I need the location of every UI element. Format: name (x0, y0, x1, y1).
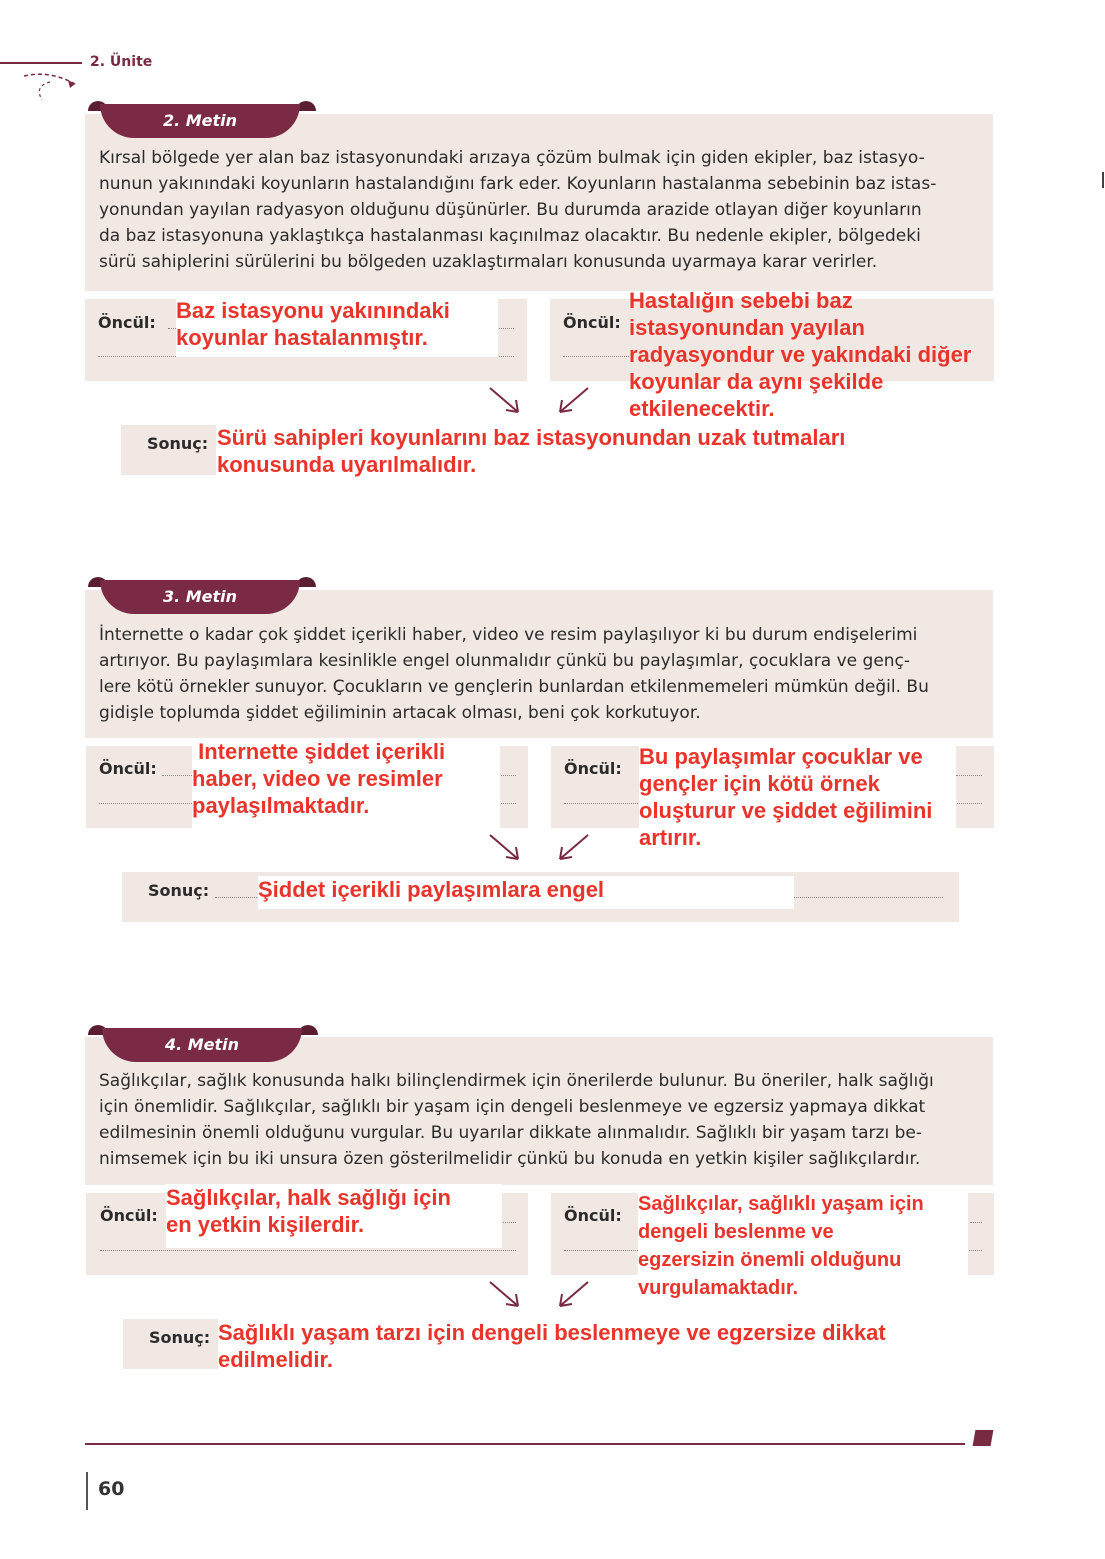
conclusion-answer[interactable] (258, 876, 794, 909)
premise-answer-1[interactable] (176, 297, 498, 357)
dotted-line (100, 1250, 516, 1251)
edge-mark (1102, 172, 1104, 188)
conclusion-label: Sonuç: (148, 881, 210, 900)
answer-line: Bu paylaşımlar çocuklar ve (639, 744, 923, 769)
premise-label: Öncül: (564, 759, 622, 778)
premise-label: Öncül: (98, 313, 156, 332)
answer-line: konusunda uyarılmalıdır. (217, 452, 477, 477)
passage-line: edilmesinin önemli olduğunu vurgular. Bu uyarılar dikkate alınmalıdır. Sağlıklı bir yaşam tarzı be- (99, 1123, 922, 1143)
passage-line: Kırsal bölgede yer alan baz istasyonundaki arızaya çözüm bulmak için giden ekipler, baz istasyo- (99, 148, 925, 168)
premise-label: Öncül: (99, 759, 157, 778)
answer-line: en yetkin kişilerdir. (166, 1212, 365, 1237)
footer-square (973, 1430, 994, 1446)
conclusion-label: Sonuç: (149, 1328, 211, 1347)
answer-line: Internette şiddet içerikli (192, 739, 446, 764)
page-number-bar (86, 1472, 88, 1510)
answer-line: edilmelidir. (218, 1347, 333, 1372)
premise-answer-2[interactable] (639, 743, 956, 851)
passage-line: lere kötü örnekler sunuyor. Çocukların ve gençlerin bunlardan etkilenmemeleri mümkün değil. Bu (99, 677, 929, 697)
answer-line: Hastalığın sebebi baz (629, 288, 853, 313)
unit-label: 2. Ünite (90, 54, 153, 70)
arrow-down-left-icon (550, 1278, 590, 1312)
passage-line: İnternette o kadar çok şiddet içerikli haber, video ve resim paylaşılıyor ki bu durum endişelerimi (99, 625, 918, 645)
answer-line: radyasyondur ve yakındaki diğer (629, 342, 972, 367)
premise-label: Öncül: (563, 313, 621, 332)
premise-answer-2[interactable] (629, 287, 1009, 422)
passage-line: nunun yakınındaki koyunların hastalandığını fark eder. Koyunların hastalanma sebebinin baz istas- (99, 174, 937, 194)
answer-line: koyunlar da aynı şekilde (629, 369, 884, 394)
arrow-down-left-icon (550, 384, 590, 418)
passage-line: yonundan yayılan radyasyon olduğunu düşünürler. Bu durumda arazide otlayan diğer koyunların (99, 200, 922, 220)
passage-line: artırıyor. Bu paylaşımlara kesinlikle engel olunmalıdır çünkü bu paylaşımlar, çocuklara ve genç- (99, 651, 911, 671)
section-title-2: 2. Metin (100, 104, 300, 138)
premise-label: Öncül: (564, 1206, 622, 1225)
passage-line: için önemlidir. Sağlıkçılar, sağlıklı bir yaşam için dengeli beslenmeye ve egzersiz yapmaya dikkat (99, 1097, 926, 1117)
arrow-down-left-icon (550, 831, 590, 865)
answer-line: koyunlar hastalanmıştır. (176, 325, 428, 350)
header-rule (0, 62, 82, 64)
arrow-down-right-icon (488, 1278, 528, 1312)
answer-line: dengeli beslenme ve (638, 1221, 834, 1243)
page-number: 60 (98, 1478, 125, 1500)
dashed-arrow-icon (20, 68, 90, 108)
answer-line: oluşturur ve şiddet eğilimini (639, 798, 933, 823)
answer-line: egzersizin önemli olduğunu (638, 1249, 902, 1271)
section-title-4: 4. Metin (102, 1028, 302, 1062)
answer-line: paylaşılmaktadır. (192, 793, 370, 818)
passage-line: sürü sahiplerini sürülerini bu bölgeden uzaklaştırmaları konusunda uyarmaya karar verirler. (99, 252, 878, 272)
answer-line: haber, video ve resimler (192, 766, 443, 791)
premise-label: Öncül: (100, 1206, 158, 1225)
premise-answer-1[interactable] (192, 738, 500, 828)
answer-line: Sağlıkçılar, sağlıklı yaşam için (638, 1193, 924, 1215)
answer-line: Şiddet içerikli paylaşımlara engel (258, 877, 605, 902)
answer-line: istasyonundan yayılan (629, 315, 865, 340)
section-title-3: 3. Metin (100, 580, 300, 614)
conclusion-answer[interactable] (218, 1319, 978, 1373)
passage-line: da baz istasyonuna yaklaştıkça hastalanması kaçınılmaz olacaktır. Bu nedenle ekipler, bölgedeki (99, 226, 921, 246)
arrow-down-right-icon (488, 831, 528, 865)
answer-line: Sağlıklı yaşam tarzı için dengeli beslenmeye ve egzersize dikkat (218, 1320, 886, 1345)
dotted-line (956, 775, 982, 776)
passage-line: Sağlıkçılar, sağlık konusunda halkı bilinçlendirmek için önerilerde bulunur. Bu öneriler, halk sağlığı (99, 1071, 934, 1091)
answer-line: Sürü sahipleri koyunlarını baz istasyonundan uzak tutmaları (217, 425, 846, 450)
dotted-line (563, 356, 629, 357)
passage-panel-2 (85, 114, 993, 291)
premise-answer-1[interactable] (166, 1184, 502, 1248)
answer-line: Baz istasyonu yakınındaki (176, 298, 450, 323)
arrow-down-right-icon (488, 384, 528, 418)
passage-line: nimsemek için bu iki unsura özen gösterilmelidir çünkü bu konuda en yetkin kişiler sağlıkçılardır. (99, 1149, 921, 1169)
answer-line: etkilenecektir. (629, 396, 775, 421)
dotted-line (500, 1222, 516, 1223)
answer-line: gençler için kötü örnek (639, 771, 880, 796)
dotted-line (970, 1222, 982, 1223)
conclusion-label: Sonuç: (147, 434, 209, 453)
premise-answer-2[interactable] (638, 1190, 968, 1306)
answer-line: vurgulamaktadır. (638, 1277, 799, 1299)
answer-line: artırır. (639, 825, 702, 850)
passage-line: gidişle toplumda şiddet eğiliminin artacak olması, beni çok korkutuyor. (99, 703, 701, 723)
conclusion-answer[interactable] (217, 424, 977, 478)
answer-line: Sağlıkçılar, halk sağlığı için (166, 1185, 451, 1210)
footer-rule (85, 1443, 965, 1445)
